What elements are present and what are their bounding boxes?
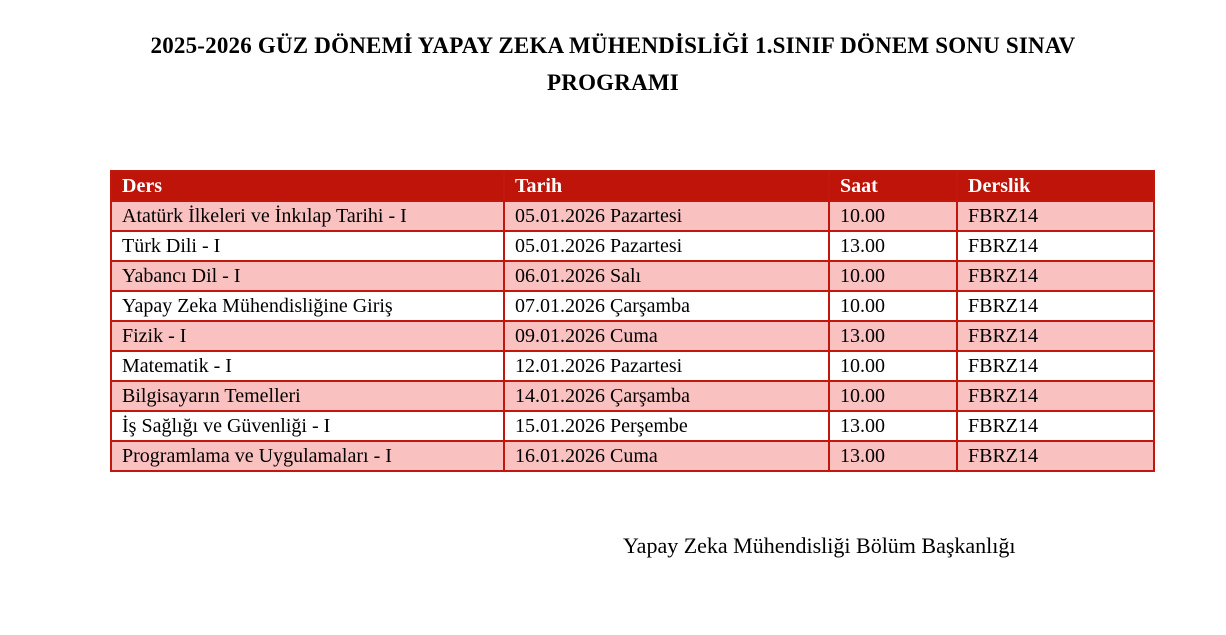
table-cell: FBRZ14 bbox=[957, 321, 1154, 351]
table-cell: 07.01.2026 Çarşamba bbox=[504, 291, 829, 321]
table-cell: 10.00 bbox=[829, 381, 957, 411]
table-row bbox=[111, 291, 1154, 321]
table-cell: 12.01.2026 Pazartesi bbox=[504, 351, 829, 381]
table-cell: 10.00 bbox=[829, 201, 957, 231]
table-cell: Yabancı Dil - I bbox=[111, 261, 504, 291]
table-body bbox=[111, 201, 1154, 471]
table-cell: 13.00 bbox=[829, 411, 957, 441]
table-cell: 13.00 bbox=[829, 321, 957, 351]
table-cell: FBRZ14 bbox=[957, 201, 1154, 231]
column-header-derslik: Derslik bbox=[957, 171, 1154, 201]
table-cell: 10.00 bbox=[829, 291, 957, 321]
table-cell: 16.01.2026 Cuma bbox=[504, 441, 829, 471]
table-cell: Bilgisayarın Temelleri bbox=[111, 381, 504, 411]
column-header-ders: Ders bbox=[111, 171, 504, 201]
page-title: 2025-2026 GÜZ DÖNEMİ YAPAY ZEKA MÜHENDİSLİĞİ 1.SINIF DÖNEM SONU SINAV PROGRAMI bbox=[150, 33, 1076, 95]
column-header-tarih: Tarih bbox=[504, 171, 829, 201]
table-row bbox=[111, 261, 1154, 291]
table-cell: Matematik - I bbox=[111, 351, 504, 381]
table-header-row bbox=[111, 171, 1154, 201]
table-cell: Programlama ve Uygulamaları - I bbox=[111, 441, 504, 471]
table-cell: 10.00 bbox=[829, 351, 957, 381]
table-cell: İş Sağlığı ve Güvenliği - I bbox=[111, 411, 504, 441]
table-cell: 13.00 bbox=[829, 231, 957, 261]
department-signature: Yapay Zeka Mühendisliği Bölüm Başkanlığı bbox=[623, 533, 1016, 558]
table-cell: 15.01.2026 Perşembe bbox=[504, 411, 829, 441]
table-cell: 10.00 bbox=[829, 261, 957, 291]
table-row bbox=[111, 441, 1154, 471]
table-cell: Atatürk İlkeleri ve İnkılap Tarihi - I bbox=[111, 201, 504, 231]
table-cell: Yapay Zeka Mühendisliğine Giriş bbox=[111, 291, 504, 321]
table-cell: FBRZ14 bbox=[957, 441, 1154, 471]
table-cell: FBRZ14 bbox=[957, 291, 1154, 321]
table-cell: FBRZ14 bbox=[957, 381, 1154, 411]
table-cell: 05.01.2026 Pazartesi bbox=[504, 201, 829, 231]
table-row bbox=[111, 201, 1154, 231]
table-cell: 13.00 bbox=[829, 441, 957, 471]
table-cell: FBRZ14 bbox=[957, 351, 1154, 381]
table-row bbox=[111, 321, 1154, 351]
table-row bbox=[111, 351, 1154, 381]
table-row bbox=[111, 381, 1154, 411]
table-cell: Fizik - I bbox=[111, 321, 504, 351]
table-cell: FBRZ14 bbox=[957, 411, 1154, 441]
table-cell: 09.01.2026 Cuma bbox=[504, 321, 829, 351]
table-cell: 14.01.2026 Çarşamba bbox=[504, 381, 829, 411]
table-cell: 05.01.2026 Pazartesi bbox=[504, 231, 829, 261]
table-row bbox=[111, 411, 1154, 441]
exam-schedule-table bbox=[110, 170, 1155, 472]
column-header-saat: Saat bbox=[829, 171, 957, 201]
table-cell: 06.01.2026 Salı bbox=[504, 261, 829, 291]
table-cell: FBRZ14 bbox=[957, 261, 1154, 291]
table-cell: Türk Dili - I bbox=[111, 231, 504, 261]
table-row bbox=[111, 231, 1154, 261]
table-cell: FBRZ14 bbox=[957, 231, 1154, 261]
